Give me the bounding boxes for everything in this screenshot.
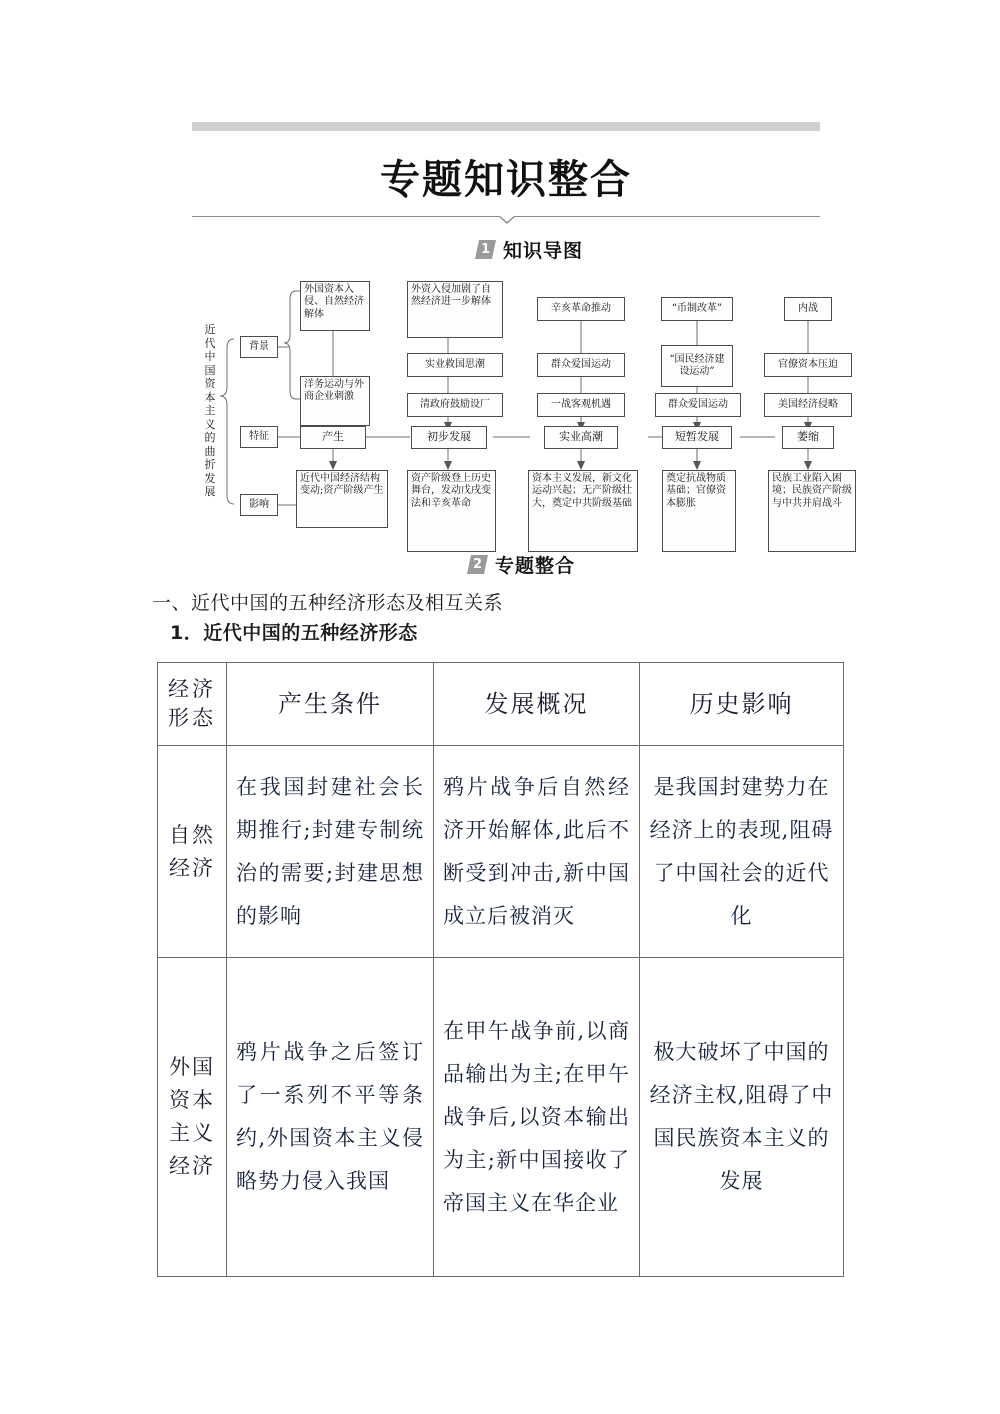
diagram-impact-box: 资产阶级登上历史舞台，发动戊戌变法和辛亥革命 — [407, 470, 496, 552]
diagram-axis-label: 近代中国资本主义的曲折发展 — [204, 323, 216, 498]
diagram-row-label-impact: 影响 — [240, 494, 278, 516]
table-cell-development: 在甲午战争前,以商品输出为主;在甲午战争后,以资本输出为主;新中国接收了帝国主义在华企业 — [434, 958, 640, 1277]
diagram-bg-box: 内战 — [784, 297, 832, 321]
diagram-impact-box: 近代中国经济结构变动;资产阶级产生 — [296, 470, 388, 528]
diagram-bg-box: 洋务运动与外商企业刺激 — [300, 376, 370, 426]
section-heading-topic-integration — [469, 551, 575, 578]
diagram-bg-box: 清政府鼓励设厂 — [407, 393, 503, 417]
diagram-stage-box: 初步发展 — [411, 426, 487, 449]
diagram-stage-box: 萎缩 — [782, 426, 834, 449]
diagram-impact-box: 奠定抗战物质基础；官僚资本膨胀 — [662, 470, 736, 552]
diagram-stage-box: 实业高潮 — [544, 426, 618, 449]
diagram-bg-box: 实业救国思潮 — [407, 353, 503, 377]
table-cell-impact: 极大破坏了中国的经济主权,阻碍了中国民族资本主义的发展 — [640, 958, 844, 1277]
table-cell-category: 自然经济 — [158, 746, 227, 958]
diagram-stage-box: 产生 — [300, 426, 366, 449]
diagram-bg-box: 官僚资本压迫 — [764, 353, 852, 377]
table-header-row — [158, 663, 844, 746]
diagram-bg-box: 群众爱国运动 — [537, 353, 625, 377]
table-cell-development: 鸦片战争后自然经济开始解体,此后不断受到冲击,新中国成立后被消灭 — [434, 746, 640, 958]
table-header-cell-impact: 历史影响 — [640, 663, 844, 746]
body-subheading: 1．近代中国的五种经济形态 — [170, 622, 418, 644]
diagram-bg-box: 外资入侵加剧了自然经济进一步解体 — [407, 281, 503, 338]
diagram-row-label-feature: 特征 — [240, 426, 278, 448]
section-badge-1: 1 — [475, 240, 496, 259]
section-label-2: 专题整合 — [495, 555, 576, 577]
diagram-bg-box: 外国资本入侵、自然经济解体 — [300, 281, 370, 331]
economy-forms-table — [157, 662, 844, 1277]
section-badge-2: 2 — [467, 555, 488, 574]
table-row — [158, 746, 844, 958]
header-notch-icon — [498, 216, 516, 224]
diagram-bg-box: “币制改革” — [661, 297, 733, 321]
diagram-impact-box: 民族工业陷入困境；民族资产阶级与中共并肩战斗 — [768, 470, 856, 552]
diagram-bg-box: 群众爱国运动 — [655, 393, 741, 417]
table-row — [158, 958, 844, 1277]
table-header-cell-category: 经济形态 — [158, 663, 227, 746]
table-cell-conditions: 在我国封建社会长期推行;封建专制统治的需要;封建思想的影响 — [227, 746, 434, 958]
table-cell-conditions: 鸦片战争之后签订了一系列不平等条约,外国资本主义侵略势力侵入我国 — [227, 958, 434, 1277]
body-heading: 一、近代中国的五种经济形态及相互关系 — [152, 593, 504, 614]
diagram-bg-box: 美国经济侵略 — [764, 393, 852, 417]
header-accent-bar — [192, 122, 820, 131]
table-cell-category: 外国资本主义经济 — [158, 958, 227, 1277]
table-header-cell-conditions: 产生条件 — [227, 663, 434, 746]
diagram-stage-box: 短暂发展 — [662, 426, 732, 449]
diagram-impact-box: 资本主义发展，新文化运动兴起；无产阶级壮大，奠定中共阶级基础 — [528, 470, 638, 552]
section-label-1: 知识导图 — [503, 240, 584, 262]
knowledge-map-diagram — [200, 265, 860, 550]
diagram-bg-box: “国民经济建设运动” — [661, 345, 733, 387]
table-cell-impact: 是我国封建势力在经济上的表现,阻碍了中国社会的近代化 — [640, 746, 844, 958]
table-header-cell-development: 发展概况 — [434, 663, 640, 746]
diagram-bg-box: 辛亥革命推动 — [537, 297, 625, 321]
page-title: 专题知识整合 — [380, 156, 632, 203]
section-heading-knowledge-map — [477, 236, 583, 263]
diagram-row-label-background: 背景 — [240, 336, 278, 358]
diagram-bg-box: 一战客观机遇 — [537, 393, 625, 417]
